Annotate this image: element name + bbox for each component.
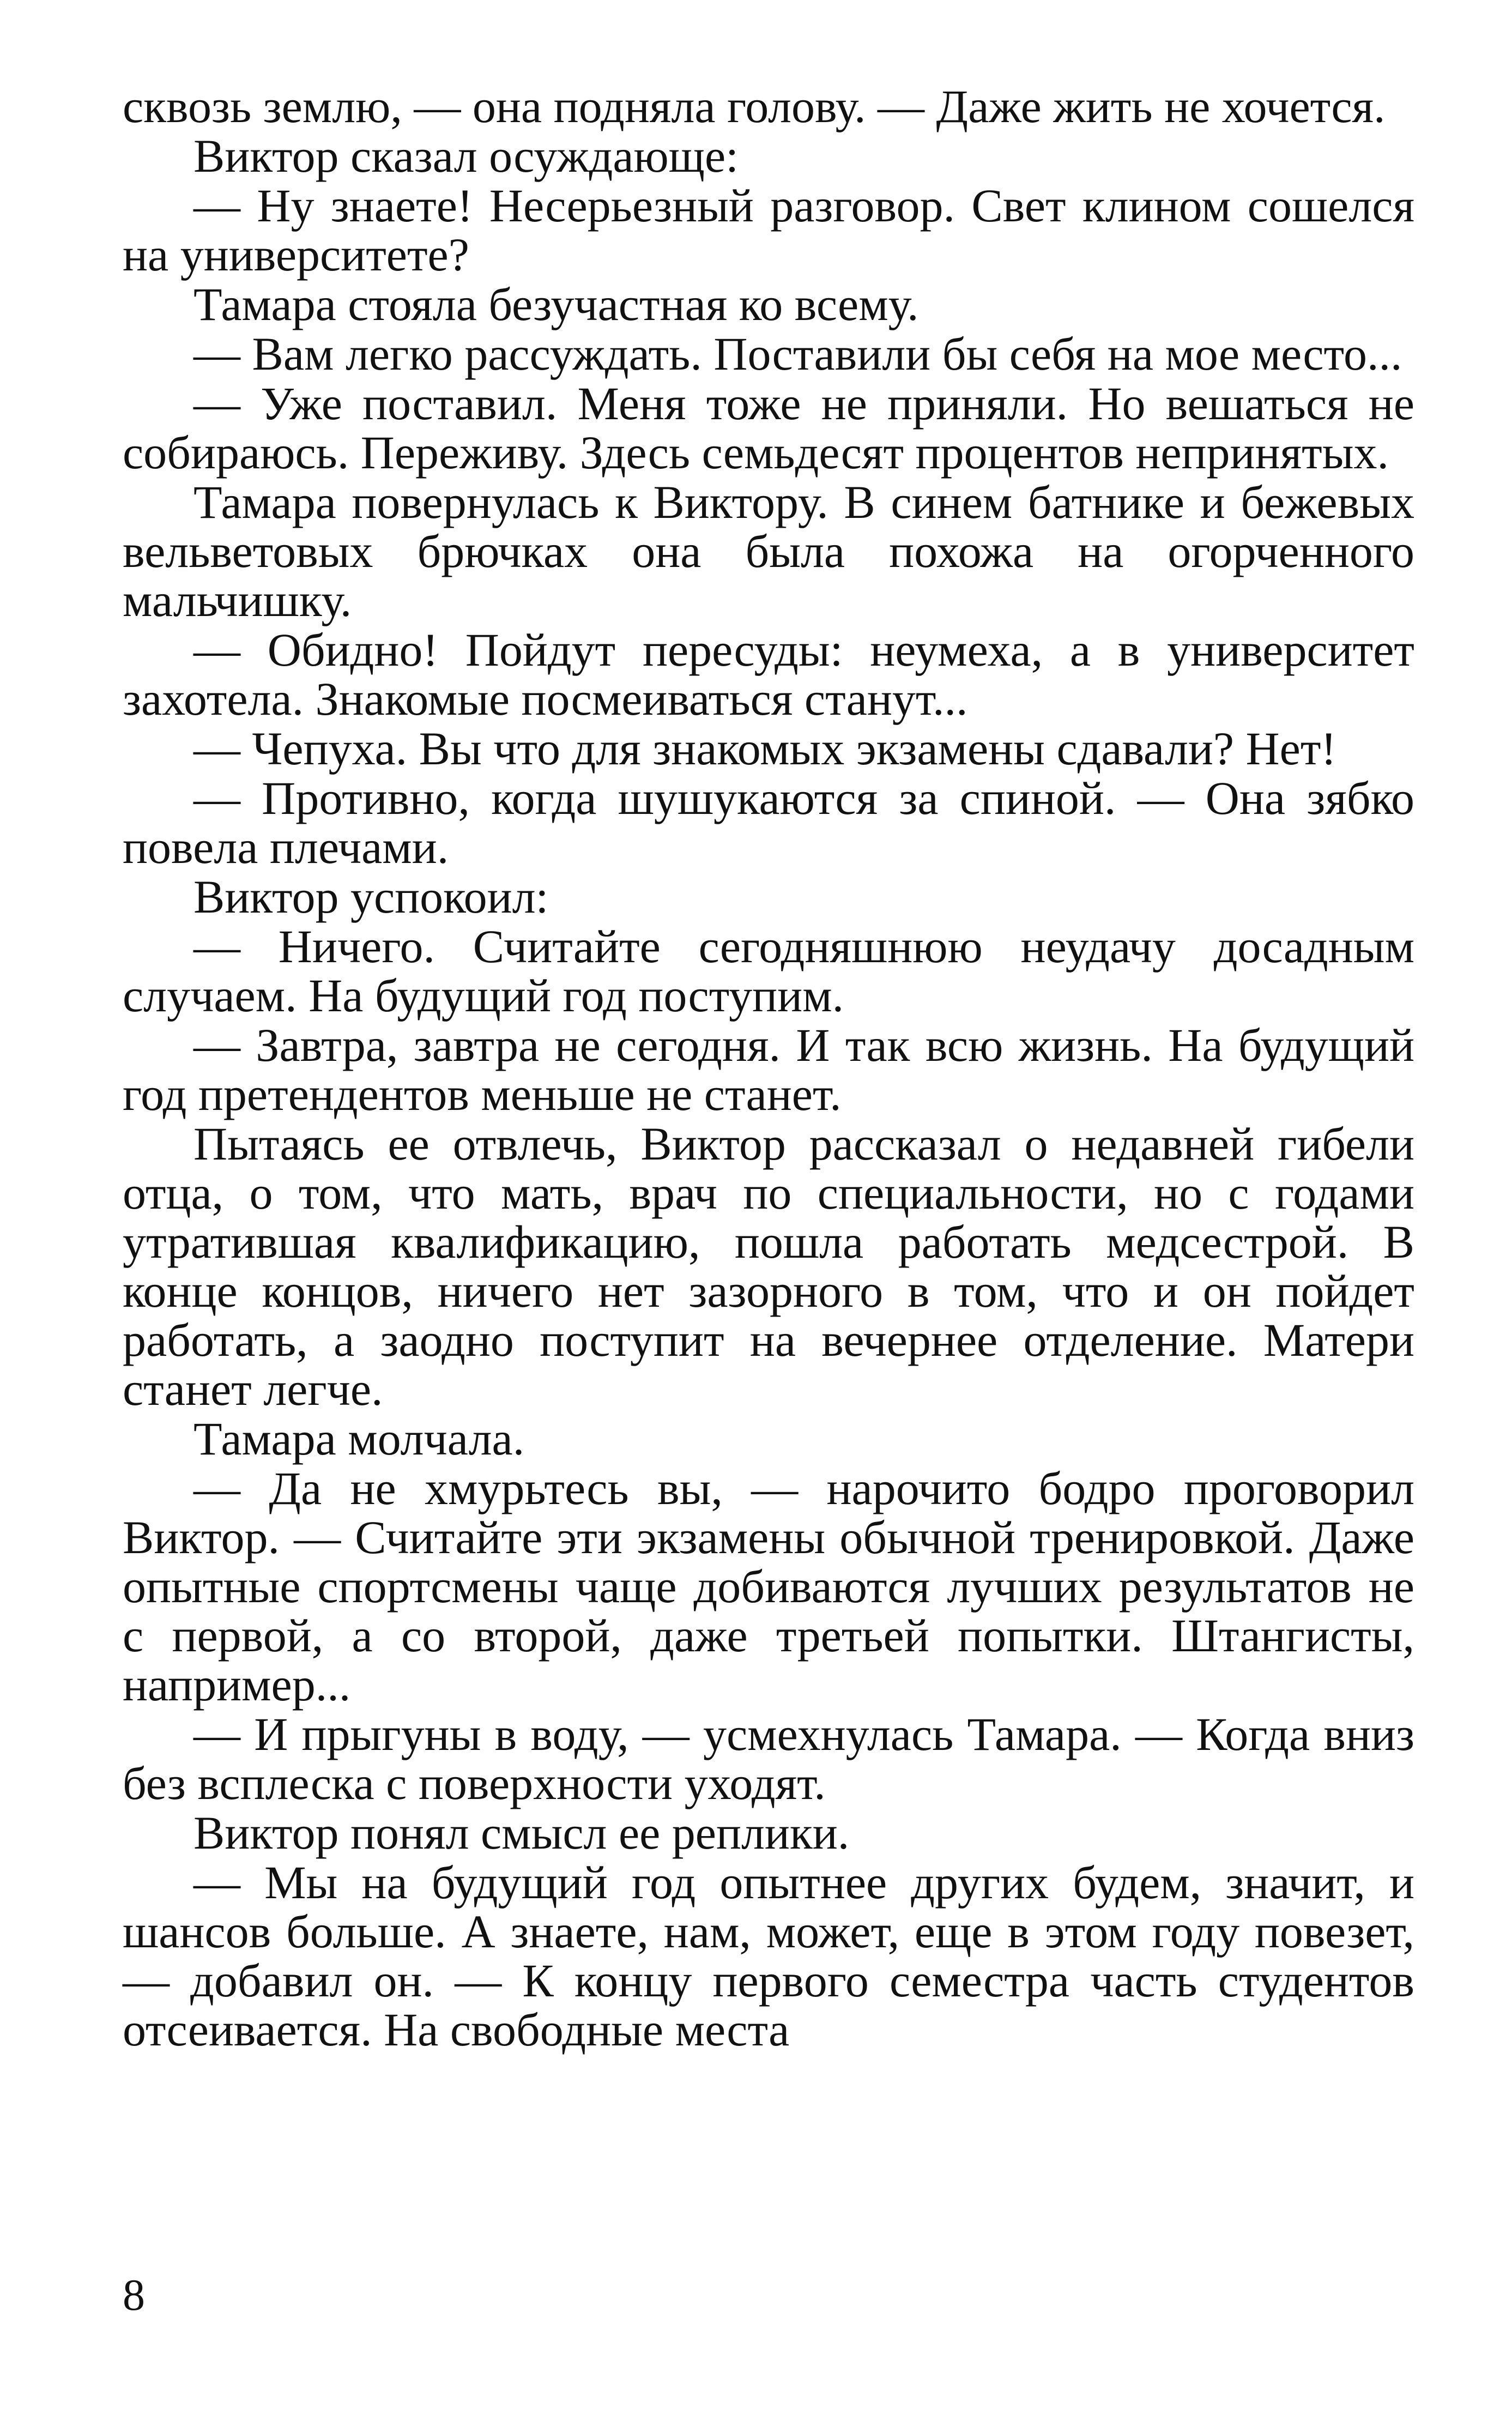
paragraph: Тамара молчала.: [193, 1412, 525, 1465]
paragraph: Виктор сказал осуждающе:: [193, 130, 739, 182]
paragraph: Виктор успокоил:: [193, 871, 549, 923]
paragraph: — Уже поставил. Меня тоже не приняли. Но вешаться не собираюсь. Переживу. Здесь семьдесят процентов непринятых.: [123, 377, 1414, 479]
paragraph: — Вам легко рассуждать. Поставили бы себя на мое место...: [193, 328, 1402, 380]
page-text-block: [123, 82, 1414, 2055]
paragraph: — Да не хмурьтесь вы, — нарочито бодро проговорил Виктор. — Считайте эти экзамены обычной тренировкой. Даже опытные спортсмены чаще добиваются лучших результатов не с первой, а со второй, даже третьей попытки. Штангисты, например...: [123, 1462, 1414, 1711]
paragraph: — Чепуха. Вы что для знакомых экзамены сдавали? Нет!: [193, 722, 1337, 775]
paragraph: — Завтра, завтра не сегодня. И так всю жизнь. На будущий год претендентов меньше не станет.: [123, 1019, 1414, 1120]
paragraph: Пытаясь ее отвлечь, Виктор рассказал о недавней гибели отца, о том, что мать, врач по специальности, но с годами утратившая квалификацию, пошла работать медсестрой. В конце концов, ничего нет зазорного в том, что и он пойдет работать, а заодно поступит на вечернее отделение. Матери станет легче.: [123, 1118, 1414, 1415]
paragraph: — И прыгуны в воду, — усмехнулась Тамара. — Когда вниз без всплеска с поверхности уходят.: [123, 1708, 1414, 1809]
page-number: 8: [123, 2270, 145, 2320]
paragraph: — Мы на будущий год опытнее других будем, значит, и шансов больше. А знаете, нам, может, еще в этом году повезет, — добавил он. — К концу первого семестра часть студентов отсеивается. На свободные места: [123, 1856, 1414, 2056]
paragraph: сквозь землю, — она подняла голову. — Даже жить не хочется.: [123, 80, 1386, 132]
paragraph: — Ничего. Считайте сегодняшнюю неудачу досадным случаем. На будущий год поступим.: [123, 920, 1414, 1022]
paragraph: Тамара повернулась к Виктору. В синем батнике и бежевых вельветовых брючках она была похожа на огорченного мальчишку.: [123, 476, 1414, 626]
paragraph: Виктор понял смысл ее реплики.: [193, 1807, 850, 1859]
paragraph: — Обидно! Пойдут пересуды: неумеха, а в университет захотела. Знакомые посмеиваться станут...: [123, 624, 1414, 725]
paragraph: — Противно, когда шушукаются за спиной. — Она зябко повела плечами.: [123, 772, 1414, 873]
paragraph: — Ну знаете! Несерьезный разговор. Свет клином сошелся на университете?: [123, 179, 1414, 281]
paragraph: Тамара стояла безучастная ко всему.: [193, 278, 919, 330]
